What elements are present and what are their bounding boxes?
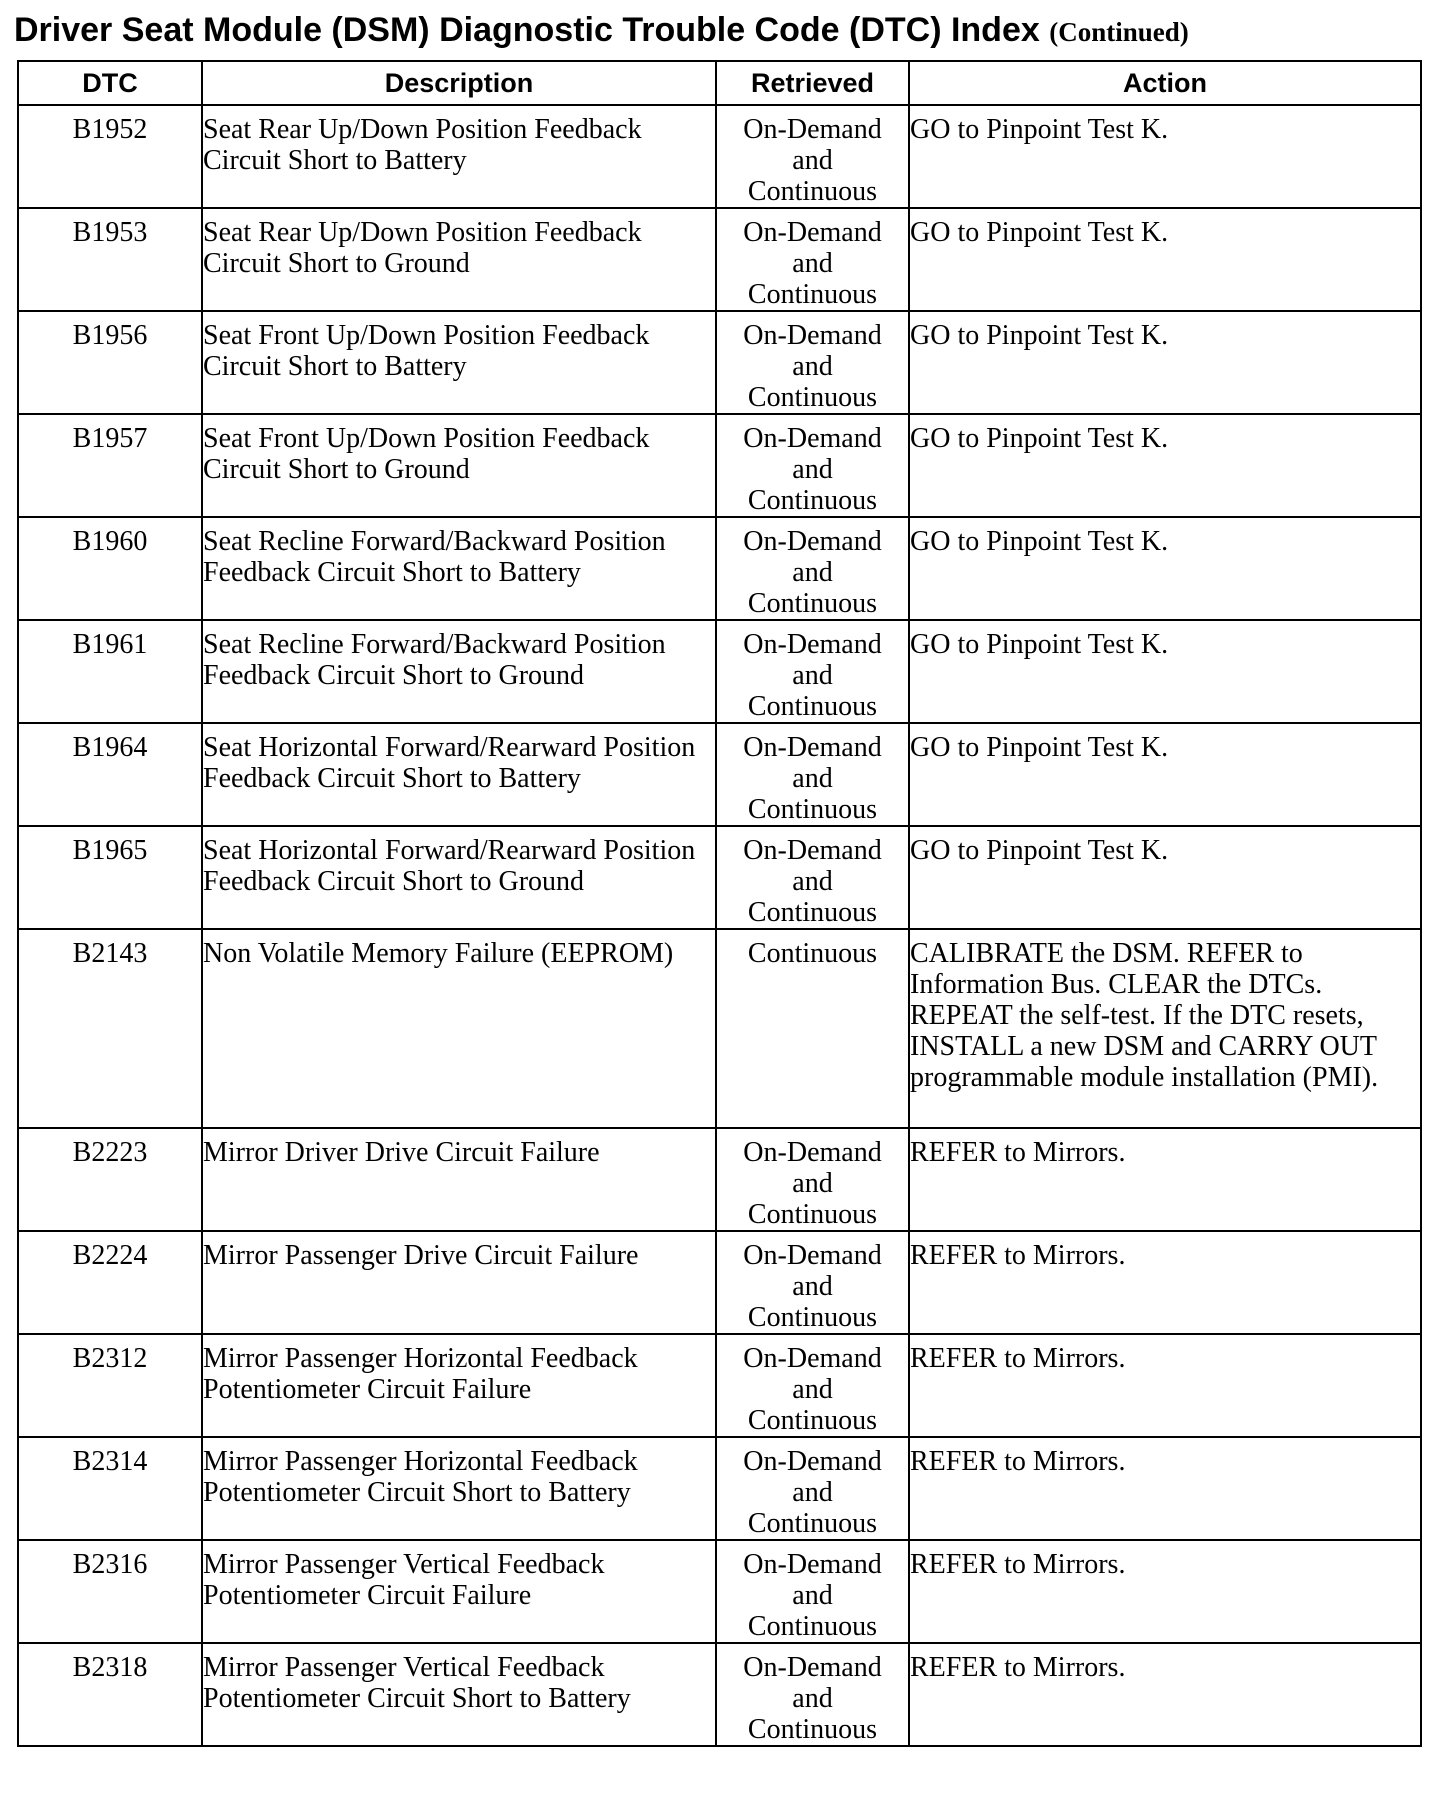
dtc-code: B1961 <box>18 620 202 723</box>
dtc-index-table <box>17 60 1422 1747</box>
table-row <box>18 929 1421 1128</box>
page-title <box>14 6 1189 56</box>
dtc-action: GO to Pinpoint Test K. <box>909 620 1421 723</box>
dtc-action: REFER to Mirrors. <box>909 1231 1421 1334</box>
dtc-code: B1965 <box>18 826 202 929</box>
dtc-code: B2318 <box>18 1643 202 1746</box>
dtc-retrieved: On-Demand and Continuous <box>716 1540 909 1643</box>
dtc-code: B1957 <box>18 414 202 517</box>
title-main: Driver Seat Module (DSM) Diagnostic Trouble Code (DTC) Index <box>14 11 1040 49</box>
dtc-action: CALIBRATE the DSM. REFER to Information Bus. CLEAR the DTCs. REPEAT the self-test. If the DTC resets, INSTALL a new DSM and CARRY OUT programmable module installation (PMI). <box>909 929 1421 1128</box>
dtc-code: B1953 <box>18 208 202 311</box>
dtc-retrieved: On-Demand and Continuous <box>716 105 909 208</box>
table-row <box>18 1540 1421 1643</box>
dtc-action: GO to Pinpoint Test K. <box>909 414 1421 517</box>
dtc-code: B2223 <box>18 1128 202 1231</box>
dtc-code: B2143 <box>18 929 202 1128</box>
table-row <box>18 414 1421 517</box>
dtc-description: Seat Rear Up/Down Position Feedback Circuit Short to Battery <box>202 105 716 208</box>
table-row <box>18 105 1421 208</box>
table-row <box>18 723 1421 826</box>
header-dtc: DTC <box>18 61 202 105</box>
dtc-description: Seat Front Up/Down Position Feedback Circuit Short to Battery <box>202 311 716 414</box>
dtc-code: B1960 <box>18 517 202 620</box>
dtc-code: B2312 <box>18 1334 202 1437</box>
dtc-description: Seat Rear Up/Down Position Feedback Circuit Short to Ground <box>202 208 716 311</box>
dtc-retrieved: On-Demand and Continuous <box>716 1128 909 1231</box>
dtc-action: GO to Pinpoint Test K. <box>909 208 1421 311</box>
dtc-description: Mirror Driver Drive Circuit Failure <box>202 1128 716 1231</box>
dtc-description: Mirror Passenger Horizontal Feedback Potentiometer Circuit Short to Battery <box>202 1437 716 1540</box>
table-row <box>18 1128 1421 1231</box>
dtc-description: Mirror Passenger Drive Circuit Failure <box>202 1231 716 1334</box>
table-row <box>18 1643 1421 1746</box>
table-row <box>18 311 1421 414</box>
dtc-retrieved: On-Demand and Continuous <box>716 620 909 723</box>
dtc-description: Seat Horizontal Forward/Rearward Position Feedback Circuit Short to Battery <box>202 723 716 826</box>
dtc-action: REFER to Mirrors. <box>909 1334 1421 1437</box>
dtc-retrieved: On-Demand and Continuous <box>716 311 909 414</box>
table-row <box>18 208 1421 311</box>
dtc-action: GO to Pinpoint Test K. <box>909 826 1421 929</box>
dtc-description: Mirror Passenger Vertical Feedback Potentiometer Circuit Short to Battery <box>202 1643 716 1746</box>
dtc-retrieved: On-Demand and Continuous <box>716 1643 909 1746</box>
dtc-action: GO to Pinpoint Test K. <box>909 105 1421 208</box>
dtc-retrieved: On-Demand and Continuous <box>716 1334 909 1437</box>
dtc-action: GO to Pinpoint Test K. <box>909 517 1421 620</box>
dtc-retrieved: On-Demand and Continuous <box>716 1437 909 1540</box>
dtc-action: REFER to Mirrors. <box>909 1437 1421 1540</box>
table-row <box>18 1437 1421 1540</box>
dtc-code: B2316 <box>18 1540 202 1643</box>
dtc-retrieved: On-Demand and Continuous <box>716 517 909 620</box>
table-header-row <box>18 61 1421 105</box>
header-action: Action <box>909 61 1421 105</box>
dtc-retrieved: On-Demand and Continuous <box>716 1231 909 1334</box>
dtc-action: REFER to Mirrors. <box>909 1643 1421 1746</box>
table-row <box>18 620 1421 723</box>
dtc-action: GO to Pinpoint Test K. <box>909 723 1421 826</box>
dtc-action: REFER to Mirrors. <box>909 1540 1421 1643</box>
dtc-description: Seat Recline Forward/Backward Position Feedback Circuit Short to Battery <box>202 517 716 620</box>
title-continued: (Continued) <box>1049 17 1189 47</box>
dtc-description: Mirror Passenger Vertical Feedback Potentiometer Circuit Failure <box>202 1540 716 1643</box>
dtc-description: Mirror Passenger Horizontal Feedback Potentiometer Circuit Failure <box>202 1334 716 1437</box>
dtc-code: B2224 <box>18 1231 202 1334</box>
dtc-code: B1952 <box>18 105 202 208</box>
dtc-description: Non Volatile Memory Failure (EEPROM) <box>202 929 716 1128</box>
dtc-action: GO to Pinpoint Test K. <box>909 311 1421 414</box>
dtc-code: B2314 <box>18 1437 202 1540</box>
table-row <box>18 826 1421 929</box>
table-row <box>18 1231 1421 1334</box>
dtc-retrieved: On-Demand and Continuous <box>716 826 909 929</box>
header-description: Description <box>202 61 716 105</box>
dtc-retrieved: Continuous <box>716 929 909 1128</box>
dtc-retrieved: On-Demand and Continuous <box>716 208 909 311</box>
dtc-action: REFER to Mirrors. <box>909 1128 1421 1231</box>
dtc-code: B1956 <box>18 311 202 414</box>
dtc-code: B1964 <box>18 723 202 826</box>
header-retrieved: Retrieved <box>716 61 909 105</box>
table-row <box>18 517 1421 620</box>
dtc-retrieved: On-Demand and Continuous <box>716 723 909 826</box>
dtc-description: Seat Front Up/Down Position Feedback Circuit Short to Ground <box>202 414 716 517</box>
dtc-retrieved: On-Demand and Continuous <box>716 414 909 517</box>
dtc-description: Seat Horizontal Forward/Rearward Position Feedback Circuit Short to Ground <box>202 826 716 929</box>
table-row <box>18 1334 1421 1437</box>
dtc-description: Seat Recline Forward/Backward Position Feedback Circuit Short to Ground <box>202 620 716 723</box>
